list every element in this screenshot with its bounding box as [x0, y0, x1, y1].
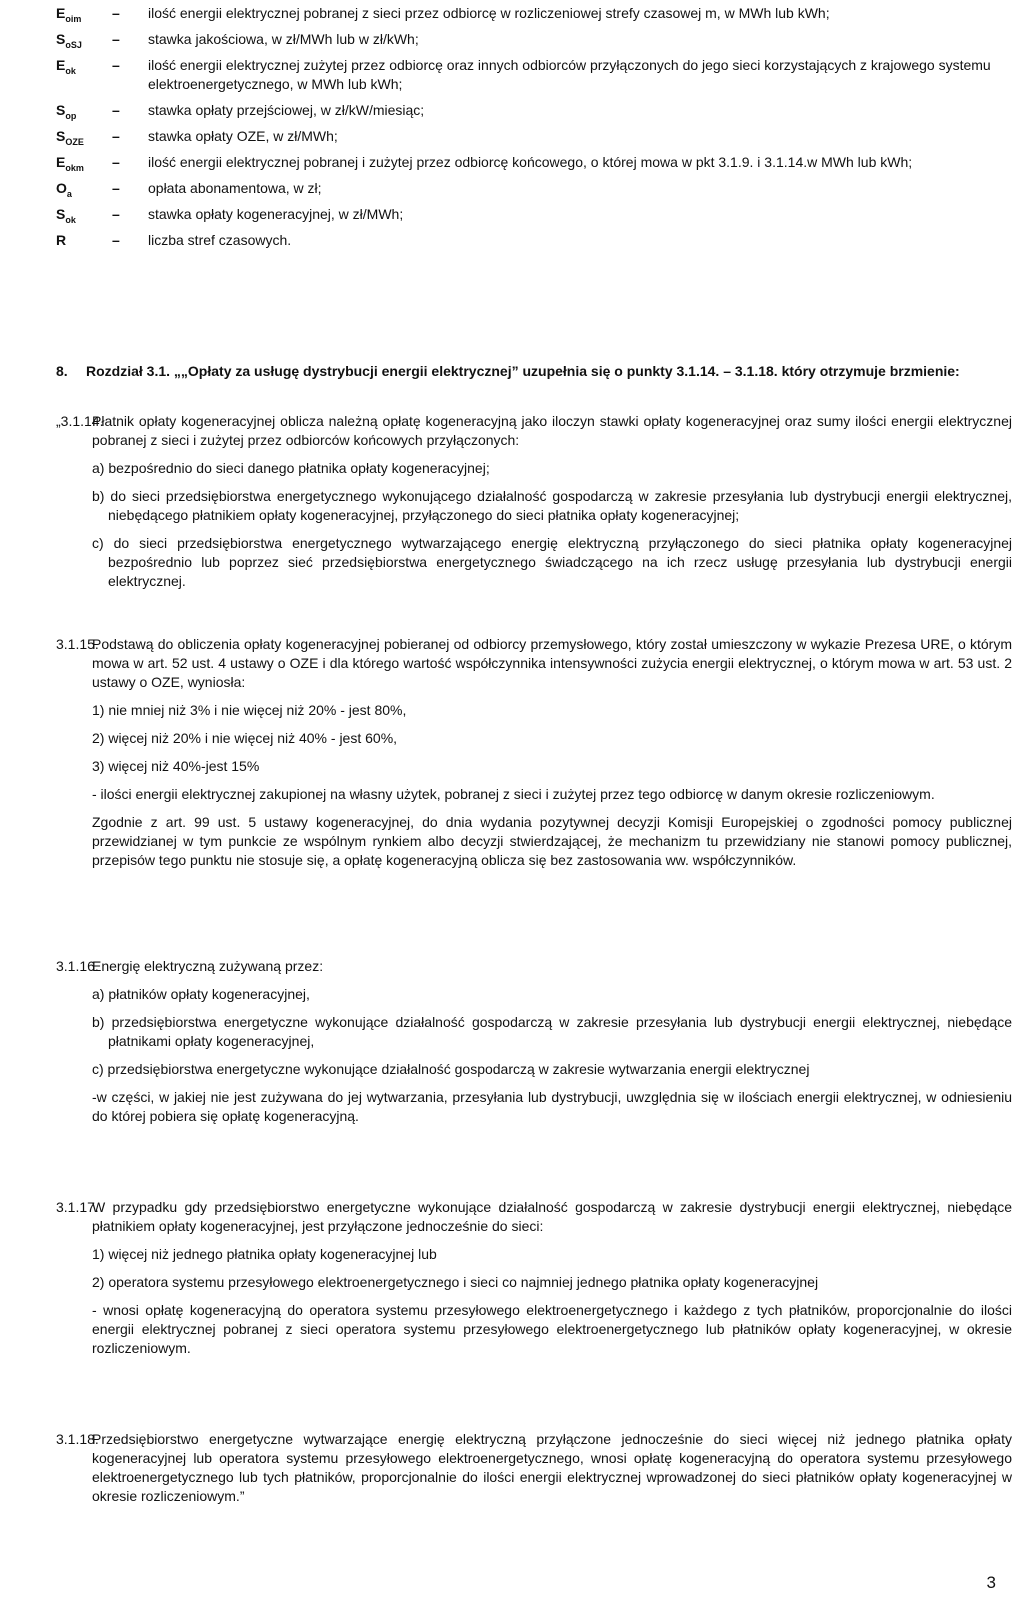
- section-8-heading: [56, 362, 1016, 381]
- symbol-letter: S: [56, 206, 66, 222]
- provision-item: [92, 813, 1012, 870]
- definition-dash: –: [112, 102, 120, 118]
- provision-text: Płatnik opłaty kogeneracyjnej oblicza należną opłatę kogeneracyjną jako iloczyn stawki opłaty kogeneracyjnej oraz sumy ilości energii elektrycznej pobranej z sieci i zużytej przez odbiorców końcowych przyłączonych:: [92, 413, 1012, 448]
- provision-item-text: - wnosi opłatę kogeneracyjną do operatora systemu przesyłowego elektroenergetycznego i każdego z tych płatników, proporcjonalnie do ilości energii elektrycznej pobranej z sieci operatora systemu przesyłowego elektroenergetycznego lub płatników opłaty kogeneracyjnej, w okresie rozliczeniowym.: [92, 1302, 1012, 1356]
- symbol-letter: O: [56, 180, 67, 196]
- symbol-subscript: ok: [65, 65, 76, 76]
- provision-item-text: 3) więcej niż 40%-jest 15%: [92, 758, 260, 774]
- provision-item: [92, 1060, 1012, 1079]
- symbol-subscript: a: [66, 188, 72, 199]
- symbol-letter: S: [56, 128, 66, 144]
- provision-item-text: Zgodnie z art. 99 ust. 5 ustawy kogeneracyjnej, do dnia wydania pozytywnej decyzji Komisji Europejskiej o zgodności pomocy publicznej przewidzianej w tym punkcie ze wspólnym rynkiem albo decyzji stwierdzającej, że mechanizm tu przewidziany nie stanowi pomocy publicznej, przepisów tego punktu nie stosuje się, a opłatę kogeneracyjną oblicza się bez zastosowania ww. współczynników.: [92, 814, 1012, 868]
- definition-row: [56, 4, 1016, 23]
- definition-dash: –: [112, 128, 120, 144]
- symbol-letter: E: [56, 154, 66, 170]
- provision-item: [92, 1273, 1012, 1292]
- definition-symbol: [56, 153, 112, 172]
- definition-row: [56, 153, 1016, 172]
- provision-item: [92, 1301, 1012, 1358]
- provision-item-text: 1) więcej niż jednego płatnika opłaty kogeneracyjnej lub: [92, 1246, 437, 1262]
- definition-symbol: [56, 56, 112, 94]
- provision-item: [92, 729, 1012, 748]
- provision-3-1-15: [0, 635, 1024, 870]
- provision-number: 3.1.18.: [56, 1431, 99, 1447]
- symbol-letter: E: [56, 5, 66, 21]
- definition-text: opłata abonamentowa, w zł;: [148, 180, 322, 196]
- definition-row: [56, 231, 1016, 250]
- provision-number: 3.1.16.: [56, 958, 99, 974]
- provision-item-text: c) do sieci przedsiębiorstwa energetycznego wytwarzającego energię elektryczną przyłączonego do sieci płatnika opłaty kogeneracyjnej bezpośrednio lub poprzez sieć przedsiębiorstwa energetycznego świadczącego na ich rzecz usługę przesyłania lub dystrybucji energii elektrycznej.: [92, 535, 1012, 589]
- provision-3-1-18: [0, 1430, 1024, 1506]
- provision-number: „3.1.14.: [56, 413, 104, 429]
- provision-item: [92, 534, 1012, 591]
- symbol-subscript: oSJ: [65, 39, 82, 50]
- definition-symbol: [56, 30, 112, 49]
- definition-text: ilość energii elektrycznej pobranej z sieci przez odbiorcę w rozliczeniowej strefy czasowej m, w MWh lub kWh;: [148, 5, 830, 21]
- definition-row: [56, 205, 1016, 224]
- symbol-letter: S: [56, 31, 66, 47]
- provision-item: [92, 1245, 1012, 1264]
- definition-symbol: [56, 4, 112, 23]
- definition-row: [56, 179, 1016, 198]
- definition-text: liczba stref czasowych.: [148, 232, 292, 248]
- provision-item-text: b) do sieci przedsiębiorstwa energetycznego wykonującego działalność gospodarczą w zakresie przesyłania lub dystrybucji energii elektrycznej, niebędącego płatnikiem opłaty kogeneracyjnej, przyłączonego do sieci płatnika opłaty kogeneracyjnej;: [92, 488, 1012, 523]
- symbol-subscript: op: [65, 110, 77, 121]
- definition-symbol: [56, 127, 112, 146]
- definition-row: [56, 101, 1016, 120]
- definition-dash: –: [112, 180, 120, 196]
- provision-item: [92, 985, 1012, 1004]
- definition-dash: –: [112, 206, 120, 222]
- definition-text: ilość energii elektrycznej pobranej i zużytej przez odbiorcę końcowego, o której mowa w pkt 3.1.9. i 3.1.14.w MWh lub kWh;: [148, 154, 913, 170]
- definition-dash: –: [112, 232, 120, 248]
- provision-text: Przedsiębiorstwo energetyczne wytwarzające energię elektryczną przyłączone jednocześnie do sieci więcej niż jednego płatnika opłaty kogeneracyjnej lub operatora systemu przesyłowego elektroenergetycznego, wnosi opłatę kogeneracyjną do operatora systemu przesyłowego elektroenergetycznego lub tych płatników, proporcjonalnie do ilości energii elektrycznej wprowadzonej do sieci płatników opłaty kogeneracyjnej w okresie rozliczeniowym.”: [92, 1431, 1012, 1504]
- definition-row: [56, 127, 1016, 146]
- definition-dash: –: [112, 57, 120, 73]
- definition-dash: –: [112, 31, 120, 47]
- symbol-letter: E: [56, 57, 66, 73]
- provision-item-text: 2) więcej niż 20% i nie więcej niż 40% - jest 60%,: [92, 730, 398, 746]
- provision-text: W przypadku gdy przedsiębiorstwo energetyczne wykonujące działalność gospodarczą w zakresie dystrybucji energii elektrycznej, niebędące płatnikiem opłaty kogeneracyjnej, jest przyłączone jednocześnie do sieci:: [92, 1199, 1012, 1234]
- provision-item: [92, 785, 1012, 804]
- symbol-subscript: ok: [65, 214, 76, 225]
- provision-item-text: a) bezpośrednio do sieci danego płatnika opłaty kogeneracyjnej;: [92, 460, 490, 476]
- symbol-subscript: oim: [65, 13, 82, 24]
- definition-dash: –: [112, 154, 120, 170]
- definition-row: [56, 30, 1016, 49]
- definition-text: stawka opłaty przejściowej, w zł/kW/miesiąc;: [148, 102, 425, 118]
- provision-item: [92, 459, 1012, 478]
- definition-symbol: [56, 101, 112, 120]
- definition-symbol: [56, 205, 112, 224]
- definition-text: ilość energii elektrycznej zużytej przez odbiorcę oraz innych odbiorców przyłączonych do jego sieci korzystających z krajowego systemu elektroenergetycznego, w MWh lub kWh;: [148, 57, 991, 92]
- provision-3-1-14: [0, 412, 1024, 591]
- provision-item: [92, 1088, 1012, 1126]
- definition-row: [56, 56, 1016, 94]
- provision-3-1-16: [0, 957, 1024, 1126]
- symbol-subscript: OZE: [65, 136, 84, 147]
- definition-symbol: [56, 179, 112, 198]
- section-text: Rozdział 3.1. „„Opłaty za usługę dystrybucji energii elektrycznej” uzupełnia się o punkty 3.1.14. – 3.1.18. który otrzymuje brzmienie:: [86, 363, 960, 379]
- definition-symbol: [56, 231, 112, 250]
- provision-number: 3.1.15.: [56, 636, 99, 652]
- definition-text: stawka opłaty kogeneracyjnej, w zł/MWh;: [148, 206, 404, 222]
- provision-item: [92, 757, 1012, 776]
- provision-item-text: -w części, w jakiej nie jest zużywana do jej wytwarzania, przesyłania lub dystrybucji, uwzględnia się w ilościach energii elektrycznej, w odniesieniu do której pobiera się opłatę kogeneracyjną.: [92, 1089, 1012, 1124]
- provision-item-text: - ilości energii elektrycznej zakupionej na własny użytek, pobranej z sieci i zużytej przez tego odbiorcę w danym okresie rozliczeniowym.: [92, 786, 935, 802]
- provision-item-text: c) przedsiębiorstwa energetyczne wykonujące działalność gospodarczą w zakresie wytwarzania energii elektrycznej: [92, 1061, 810, 1077]
- provision-item-text: b) przedsiębiorstwa energetyczne wykonujące działalność gospodarczą w zakresie przesyłania lub dystrybucji energii elektrycznej, niebędące płatnikami opłaty kogeneracyjnej,: [92, 1014, 1012, 1049]
- definitions-list: [56, 4, 1016, 257]
- symbol-letter: S: [56, 102, 66, 118]
- provision-item-text: 1) nie mniej niż 3% i nie więcej niż 20% - jest 80%,: [92, 702, 407, 718]
- definition-text: stawka jakościowa, w zł/MWh lub w zł/kWh;: [148, 31, 419, 47]
- page-number: 3: [986, 1573, 996, 1592]
- provision-number: 3.1.17.: [56, 1199, 99, 1215]
- provision-item: [92, 1013, 1012, 1051]
- definition-text: stawka opłaty OZE, w zł/MWh;: [148, 128, 338, 144]
- provision-3-1-17: [0, 1198, 1024, 1358]
- symbol-letter: R: [56, 232, 67, 248]
- definition-dash: –: [112, 5, 120, 21]
- provision-text: Energię elektryczną zużywaną przez:: [92, 958, 324, 974]
- provision-item-text: 2) operatora systemu przesyłowego elektroenergetycznego i sieci co najmniej jednego płatnika opłaty kogeneracyjnej: [92, 1274, 819, 1290]
- section-number: 8.: [56, 363, 68, 379]
- symbol-subscript: okm: [65, 162, 84, 173]
- provision-text: Podstawą do obliczenia opłaty kogeneracyjnej pobieranej od odbiorcy przemysłowego, który został umieszczony w wykazie Prezesa URE, o którym mowa w art. 52 ust. 4 ustawy o OZE i dla którego wartość współczynnika intensywności zużycia energii elektrycznej, o którym mowa w art. 53 ust. 2 ustawy o OZE, wyniosła:: [92, 636, 1012, 690]
- provision-item-text: a) płatników opłaty kogeneracyjnej,: [92, 986, 310, 1002]
- provision-item: [92, 701, 1012, 720]
- provision-item: [92, 487, 1012, 525]
